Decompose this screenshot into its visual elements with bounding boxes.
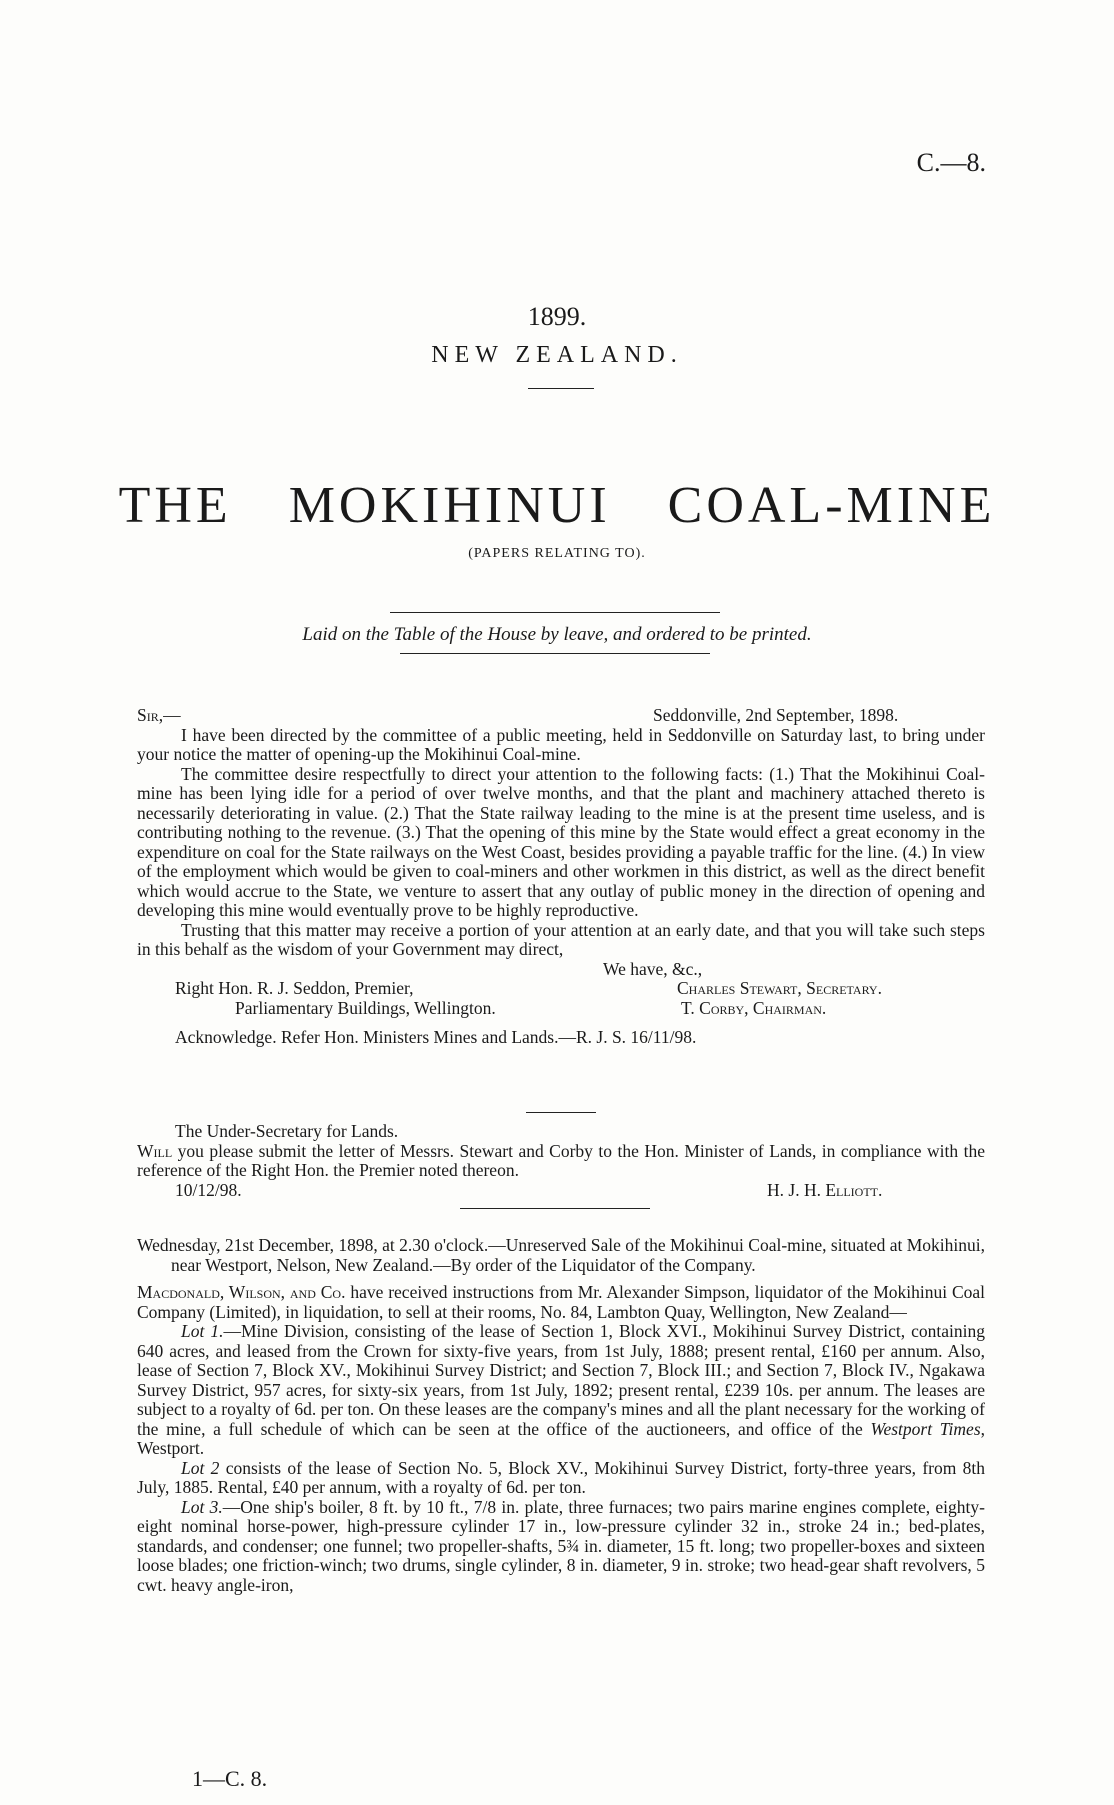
lot-label: Lot 3. [181,1496,223,1517]
lot-description-end: , Westport. [137,1418,986,1458]
newspaper-name: Westport Times [870,1418,981,1439]
auctioneer-firm: Macdonald, Wilson, and Co. [137,1282,346,1302]
paper-reference: C.—8. [916,148,986,177]
divider [528,388,594,389]
lot-description: consists of the lease of Section No. 5, Block XV., Mokihinui Survey District, forty-three years, from 8th July, 1885. Rental, £40 per annum, with a royalty of 6d. per ton. [137,1457,985,1497]
divider [526,1112,596,1113]
signer-chairman: T. Corby, Chairman. [681,997,827,1018]
divider [390,612,720,613]
lot-label: Lot 1. [181,1321,224,1341]
page-title: THE MOKIHINUI COAL-MINE [118,477,996,534]
page-footer: 1—C. 8. [192,1766,268,1791]
lot-description: —Mine Division, consisting of the lease of Section 1, Block XVI., Mokihinui Survey District, containing 640 acres, and leased from the Crown for sixty-five years, from 1st July, 1888; present rental, £160 per annum. Also, lease of Section 7, Block XV., Mokihinui Survey District; and Section 7, Block III.; and Section 7, Block IV., Ngakawa Survey District, 957 acres, for sixty-six years, from 1st July, 1892; present rental, £239 10s. per annum. The leases are subject to a royalty of 6d. per ton. On these leases are the company's mines and all the plant necessary for the working of the mine, a full schedule of which can be seen at the office of the auctioneers, and office of the [137,1321,985,1439]
letter-place-date: Seddonville, 2nd September, 1898. [653,705,899,725]
laid-notice: Laid on the Table of the House by leave, and ordered to be printed. [302,624,812,645]
letter-paragraph: Trusting that this matter may receive a portion of your attention at an early date, and that you will take such steps in this behalf as the wisdom of your Government may direct, [137,919,985,959]
letter-paragraph: The committee desire respectfully to direct your attention to the following facts: (1.) That the Mokihinui Coal-mine has been lying idle for a period of over twelve months, and that the plant and machinery attached thereto is necessarily deteriorating in value. (2.) That the State railway leading to the mine is at the present time useless, and is contributing nothing to the revenue. (3.) That the opening of this mine by the State would effect a great economy in the expenditure on coal for the State railways on the West Coast, besides providing a payable traffic for the line. (4.) In view of the employment which would be given to coal-miners and other workmen in this district, as well as the direct benefit which would accrue to the State, we venture to assert that any outlay of public money in the direction of opening and developing this mine would eventually prove to be highly reproductive. [137,763,985,920]
divider [400,653,710,654]
addressee-name: Right Hon. R. J. Seddon, Premier, [175,978,414,998]
letter-paragraph: I have been directed by the committee of a public meeting, held in Seddonville on Saturday last, to bring under your notice the matter of opening-up the Mokihinui Coal-mine. [137,724,985,764]
sale-heading: Wednesday, 21st December, 1898, at 2.30 o'clock.—Unreserved Sale of the Mokihinui Coal-mine, situated at Mokihinui, near Westport, Nelson, New Zealand.—By order of the Liquidator of the Company. [137,1235,985,1275]
sale-notice [137,1236,985,1595]
memo-body: you please submit the letter of Messrs. Stewart and Corby to the Hon. Minister of Lands, in compliance with the reference of the Right Hon. the Premier noted thereon. [137,1140,986,1180]
lot-label: Lot 2 [181,1457,220,1478]
memo-signer: H. J. H. Elliott. [767,1179,883,1200]
memo-date: 10/12/98. [175,1179,242,1200]
year: 1899. [527,302,587,331]
letter [137,706,985,1048]
memo-recipient: The Under-Secretary for Lands. [175,1121,399,1141]
signer-secretary: Charles Stewart, Secretary. [677,978,882,998]
lot-description: —One ship's boiler, 8 ft. by 10 ft., 7/8 in. plate, three furnaces; two pairs marine engines complete, eighty-eight nominal horse-power, high-pressure cylinder 17 in., low-pressure cylinder 32 in., stroke 24 in.; bed-plates, standards, and condenser; one funnel; two propeller-shafts, 5¾ in. diameter, 15 ft. long; two propeller-boxes and sixteen loose blades; one friction-winch; two drums, single cylinder, 8 in. diameter, 9 in. stroke; two head-gear shaft revolvers, 5 cwt. heavy angle-iron, [137,1496,985,1595]
divider [460,1208,650,1209]
letter-closing: We have, &c., [603,958,703,979]
country-heading: NEW ZEALAND. [431,342,683,368]
letter-salutation: Sir,— [137,705,181,725]
memo [137,1122,985,1200]
page-subtitle: (PAPERS RELATING TO). [468,546,646,561]
memo-lead-word: Will [137,1140,173,1161]
premier-minute: Acknowledge. Refer Hon. Ministers Mines and Lands.—R. J. S. 16/11/98. [175,1027,697,1047]
addressee-address: Parliamentary Buildings, Wellington. [235,997,496,1018]
sale-intro: have received instructions from Mr. Alexander Simpson, liquidator of the Mokihinui Coal Company (Limited), in liquidation, to sell at their rooms, No. 84, Lambton Quay, Wellington, New Zealand— [137,1282,985,1322]
